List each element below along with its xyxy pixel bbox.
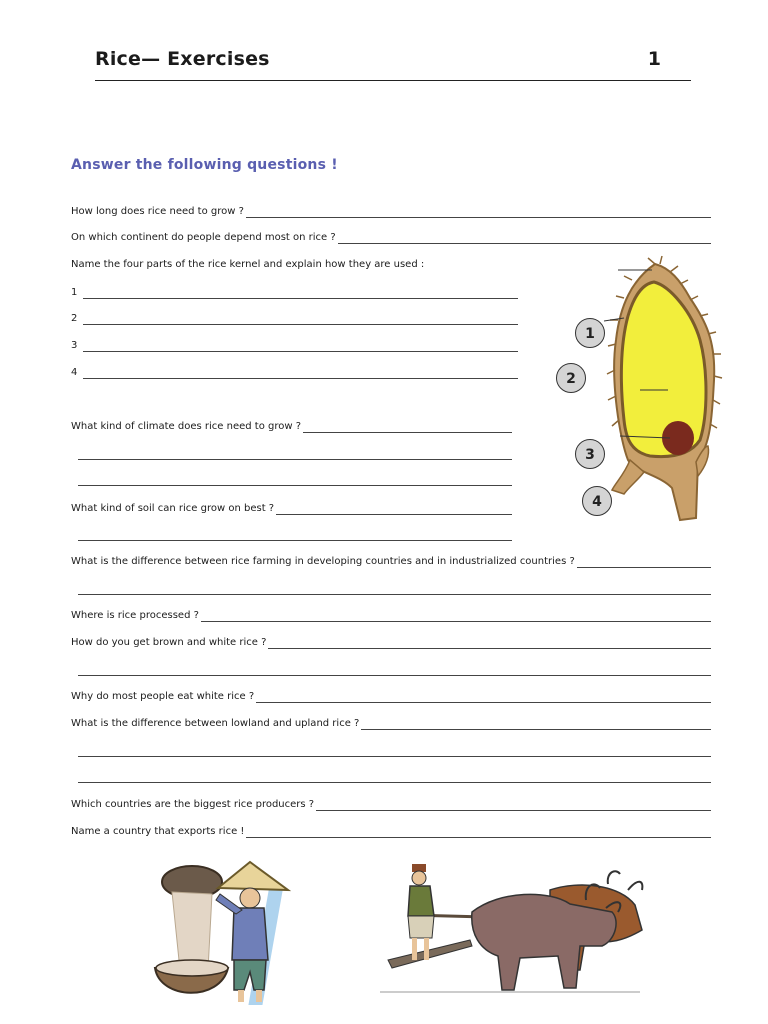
answer-line[interactable]: [78, 675, 711, 676]
question-exports: [71, 826, 711, 838]
part-number: 3: [71, 340, 78, 351]
section-heading: Answer the following questions !: [71, 157, 338, 173]
farmer-legs: [412, 938, 417, 960]
answer-line[interactable]: [246, 828, 711, 838]
legs: [256, 990, 262, 1002]
answer-line[interactable]: [83, 342, 518, 352]
farmer-legs: [424, 938, 429, 960]
question-lowland-upland: [71, 718, 711, 730]
question-text: Where is rice processed ?: [71, 610, 199, 621]
answer-line[interactable]: [276, 505, 512, 515]
falling-rice: [172, 892, 212, 970]
question-text: What kind of soil can rice grow on best ?: [71, 503, 275, 514]
answer-line[interactable]: [268, 639, 711, 649]
page-header: [95, 44, 691, 81]
farmer-body: [408, 886, 434, 916]
question-text: Name the four parts of the rice kernel and explain how they are used :: [71, 259, 425, 270]
question-text: How long does rice need to grow ?: [71, 206, 244, 217]
rice-kernel-diagram: [520, 250, 750, 530]
head: [240, 888, 260, 908]
answer-line[interactable]: [246, 208, 711, 218]
answer-line[interactable]: [303, 423, 512, 433]
answer-line[interactable]: [83, 315, 518, 325]
question-text: Why do most people eat white rice ?: [71, 691, 255, 702]
answer-line[interactable]: [201, 612, 711, 622]
answer-line[interactable]: [78, 485, 512, 486]
ox-horns: [608, 871, 643, 890]
answer-line[interactable]: [577, 558, 711, 568]
answer-line[interactable]: [316, 801, 711, 811]
question-text: Name a country that exports rice !: [71, 826, 245, 837]
kernel-part-4: [71, 367, 518, 379]
question-text: Which countries are the biggest rice producers ?: [71, 799, 315, 810]
legs: [238, 990, 244, 1002]
kernel-part-2: [71, 313, 518, 325]
farmer-plowing-oxen-illustration: [380, 860, 650, 1010]
question-soil: [71, 503, 512, 515]
diagram-label-3: 3: [575, 439, 605, 469]
farmer-head: [412, 871, 426, 885]
answer-line[interactable]: [78, 459, 512, 460]
question-why-white: [71, 691, 711, 703]
question-producers: [71, 799, 711, 811]
plow: [388, 940, 472, 968]
question-text: What kind of climate does rice need to grow ?: [71, 421, 302, 432]
question-grow-time: [71, 206, 711, 218]
part-number: 4: [71, 367, 78, 378]
page-title: Rice— Exercises: [95, 48, 270, 70]
farmer-shorts: [408, 916, 434, 938]
answer-line[interactable]: [78, 756, 711, 757]
part-number: 2: [71, 313, 78, 324]
body: [232, 908, 268, 960]
conical-hat: [218, 862, 288, 890]
answer-line[interactable]: [256, 693, 711, 703]
answer-line[interactable]: [338, 234, 711, 244]
page-number: 1: [647, 48, 661, 70]
question-kernel-parts: [71, 259, 424, 271]
rice-pile: [156, 960, 228, 976]
answer-line[interactable]: [78, 594, 711, 595]
answer-line[interactable]: [83, 289, 518, 299]
part-number: 1: [71, 287, 78, 298]
answer-line[interactable]: [83, 369, 518, 379]
diagram-label-2: 2: [556, 363, 586, 393]
question-farming-difference: [71, 556, 711, 568]
woman-sifting-rice-illustration: [150, 860, 310, 1010]
ox-front: [472, 894, 616, 990]
question-text: What is the difference between rice farming in developing countries and in industrialized countries ?: [71, 556, 575, 567]
kernel-part-3: [71, 340, 518, 352]
answer-line[interactable]: [78, 540, 512, 541]
question-text: What is the difference between lowland and upland rice ?: [71, 718, 360, 729]
answer-line[interactable]: [78, 782, 711, 783]
question-brown-white: [71, 637, 711, 649]
question-processed: [71, 610, 711, 622]
question-text: How do you get brown and white rice ?: [71, 637, 267, 648]
kernel-part-1: [71, 287, 518, 299]
arm: [216, 894, 242, 914]
answer-line[interactable]: [361, 720, 711, 730]
question-continent: [71, 232, 711, 244]
question-climate: [71, 421, 512, 433]
question-text: On which continent do people depend most on rice ?: [71, 232, 336, 243]
diagram-label-4: 4: [582, 486, 612, 516]
pants: [234, 960, 266, 990]
diagram-label-1: 1: [575, 318, 605, 348]
